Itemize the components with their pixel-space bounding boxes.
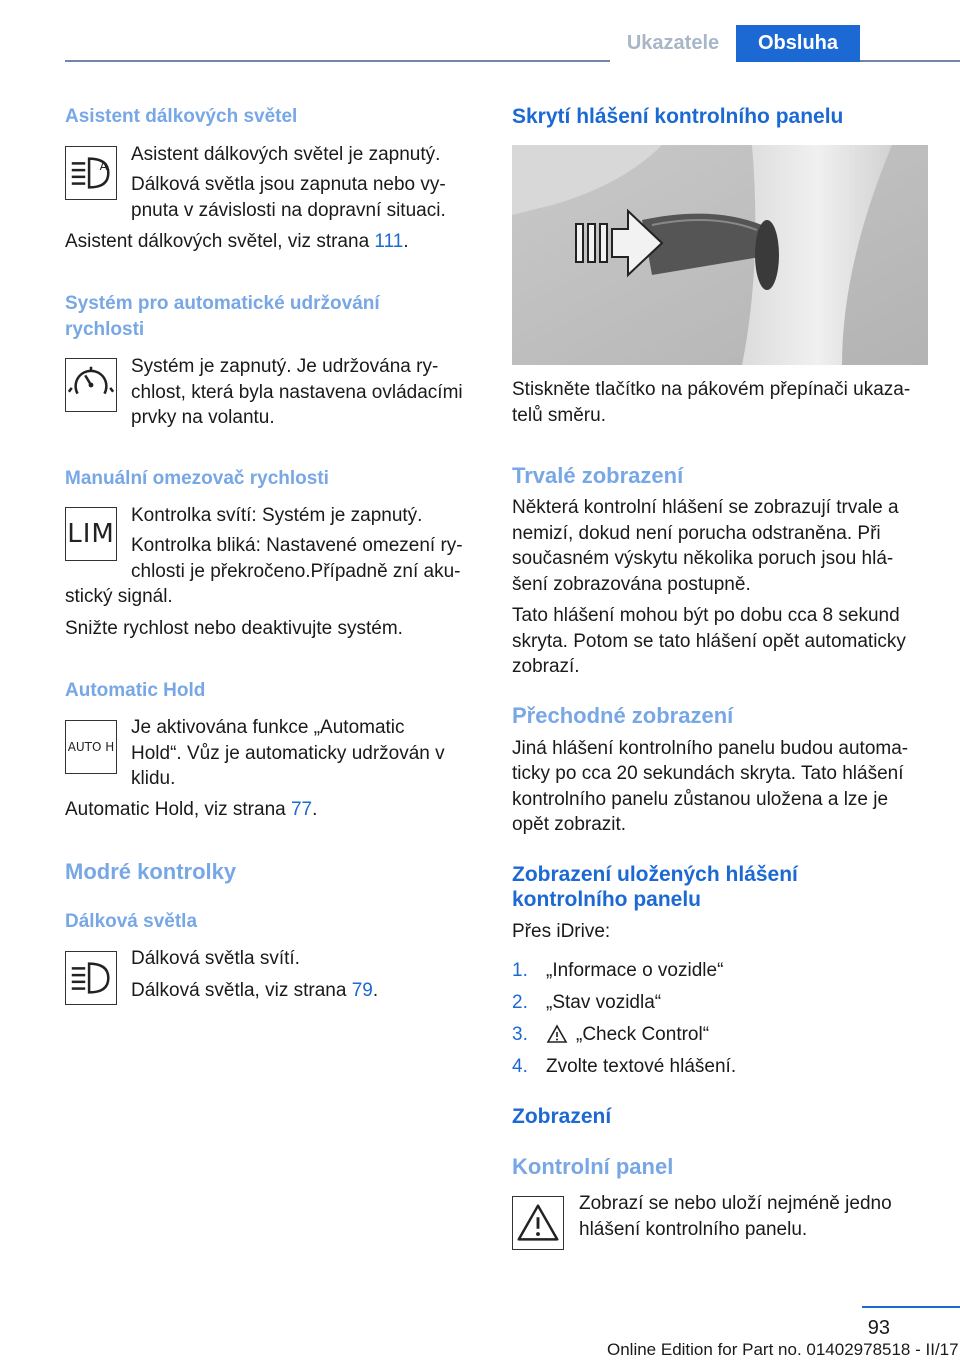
step-text-4: Zvolte textové hlášení. (546, 1056, 737, 1077)
permanent-text-7: zobrazí. (512, 656, 580, 677)
tab-ukazatele[interactable]: Ukazatele (610, 25, 736, 62)
high-beam-reference: Dálková světla, viz strana 79. (131, 980, 379, 1001)
high-beam-assist-heading: Asistent dálkových světel (65, 106, 298, 127)
speed-limiter-text-4: stický signál. (65, 586, 173, 607)
tab-obsluha[interactable]: Obsluha (736, 25, 860, 62)
footer-edition: Online Edition for Part no. 01402978518 - II/17 (607, 1340, 959, 1359)
hide-messages-caption-b: telů směru. (512, 405, 606, 426)
cruise-control-text-1: Systém je zapnutý. Je udržována ry‐ (131, 356, 439, 377)
step-number-4: 4. (512, 1056, 528, 1077)
cruise-control-heading-b: rychlosti (65, 319, 145, 340)
blue-lights-heading: Modré kontrolky (65, 859, 237, 884)
permanent-text-2: nemizí, dokud není porucha odstraněna. Při (512, 523, 881, 544)
high-beam-heading: Dálková světla (65, 911, 198, 932)
footer-rule (862, 1306, 960, 1308)
transient-text-4: opět zobrazit. (512, 814, 627, 835)
high-beam-icon (65, 951, 117, 1005)
high-beam-assist-reference: Asistent dálkových světel, viz strana 111. (65, 231, 409, 252)
auto-hold-reference: Automatic Hold, viz strana 77. (65, 799, 318, 820)
auto-hold-text-1: Je aktivována funkce „Automatic (131, 717, 405, 738)
high-beam-assist-text-2b: pnuta v závislosti na dopravní situaci. (131, 200, 446, 221)
step-number-3: 3. (512, 1024, 528, 1045)
stored-messages-heading-b: kontrolního panelu (512, 888, 701, 911)
check-control-text-2: hlášení kontrolního panelu. (579, 1219, 808, 1240)
display-heading: Zobrazení (512, 1105, 612, 1128)
stored-messages-heading-a: Zobrazení uložených hlášení (512, 863, 798, 886)
permanent-text-6: skryta. Potom se tato hlášení opět automaticky (512, 631, 906, 652)
speed-limiter-icon (65, 507, 117, 561)
permanent-display-heading: Trvalé zobrazení (512, 463, 684, 488)
step-text-2: „Stav vozidla“ (546, 992, 662, 1013)
auto-hold-heading: Automatic Hold (65, 680, 206, 701)
permanent-text-3: současném výskytu několika poruch jsou hlá‐ (512, 548, 894, 569)
step-number-1: 1. (512, 960, 528, 981)
speed-limiter-text-1: Kontrolka svítí: Systém je zapnutý. (131, 505, 423, 526)
speed-limiter-text-2: Kontrolka bliká: Nastavené omezení ry‐ (131, 535, 463, 556)
permanent-text-5: Tato hlášení mohou být po dobu cca 8 sekund (512, 605, 900, 626)
high-beam-assist-text-1: Asistent dálkových světel je zapnutý. (131, 144, 441, 165)
speed-limiter-heading: Manuální omezovač rychlosti (65, 468, 329, 489)
auto-hold-text-2: Hold“. Vůz je automaticky udržován v (131, 743, 445, 764)
speed-limiter-text-5: Snižte rychlost nebo deaktivujte systém. (65, 618, 403, 639)
cruise-control-icon (65, 358, 117, 412)
svg-text:A: A (99, 159, 108, 174)
transient-text-1: Jiná hlášení kontrolního panelu budou automa‐ (512, 738, 909, 759)
transient-text-3: kontrolního panelu zůstanou uložena a lze je (512, 789, 889, 810)
step-number-2: 2. (512, 992, 528, 1013)
auto-hold-icon-label: AUTO H (67, 740, 115, 754)
transient-text-2: ticky po cca 20 sekundách skryta. Tato hlášení (512, 763, 904, 784)
permanent-text-4: šení zobrazována postupně. (512, 574, 751, 595)
cruise-control-heading-a: Systém pro automatické udržování (65, 293, 380, 314)
cruise-control-text-2: chlost, která byla nastavena ovládacími (131, 382, 463, 403)
stored-messages-intro: Přes iDrive: (512, 921, 611, 942)
high-beam-assist-icon (65, 146, 117, 200)
check-control-text-1: Zobrazí se nebo uloží nejméně jedno (579, 1193, 892, 1214)
speed-limiter-text-3: chlosti je překročeno.Případně zní aku‐ (131, 561, 461, 582)
auto-hold-text-3: klidu. (131, 768, 176, 789)
page-link-77[interactable]: 77 (290, 799, 313, 820)
hide-messages-heading: Skrytí hlášení kontrolního panelu (512, 105, 844, 128)
high-beam-assist-text-2a: Dálková světla jsou zapnuta nebo vy‐ (131, 174, 446, 195)
check-control-warning-icon (512, 1196, 564, 1250)
cruise-control-text-3: prvky na volantu. (131, 407, 275, 428)
permanent-text-1: Některá kontrolní hlášení se zobrazují trvale a (512, 497, 899, 518)
step-text-1: „Informace o vozidle“ (546, 960, 724, 981)
warning-triangle-icon (546, 1024, 568, 1044)
page-link-111[interactable]: 111 (374, 231, 404, 252)
page-link-79[interactable]: 79 (351, 980, 373, 1001)
speed-limiter-icon-label: LIM (67, 519, 115, 549)
high-beam-text-1: Dálková světla svítí. (131, 948, 300, 969)
transient-display-heading: Přechodné zobrazení (512, 703, 734, 728)
page-number: 93 (867, 1317, 890, 1339)
step-text-3: „Check Control“ (576, 1024, 710, 1045)
turn-signal-lever-photo (512, 145, 928, 365)
auto-hold-icon (65, 720, 117, 774)
hide-messages-caption-a: Stiskněte tlačítko na pákovém přepínači ukaza‐ (512, 379, 911, 400)
check-control-heading: Kontrolní panel (512, 1154, 674, 1179)
